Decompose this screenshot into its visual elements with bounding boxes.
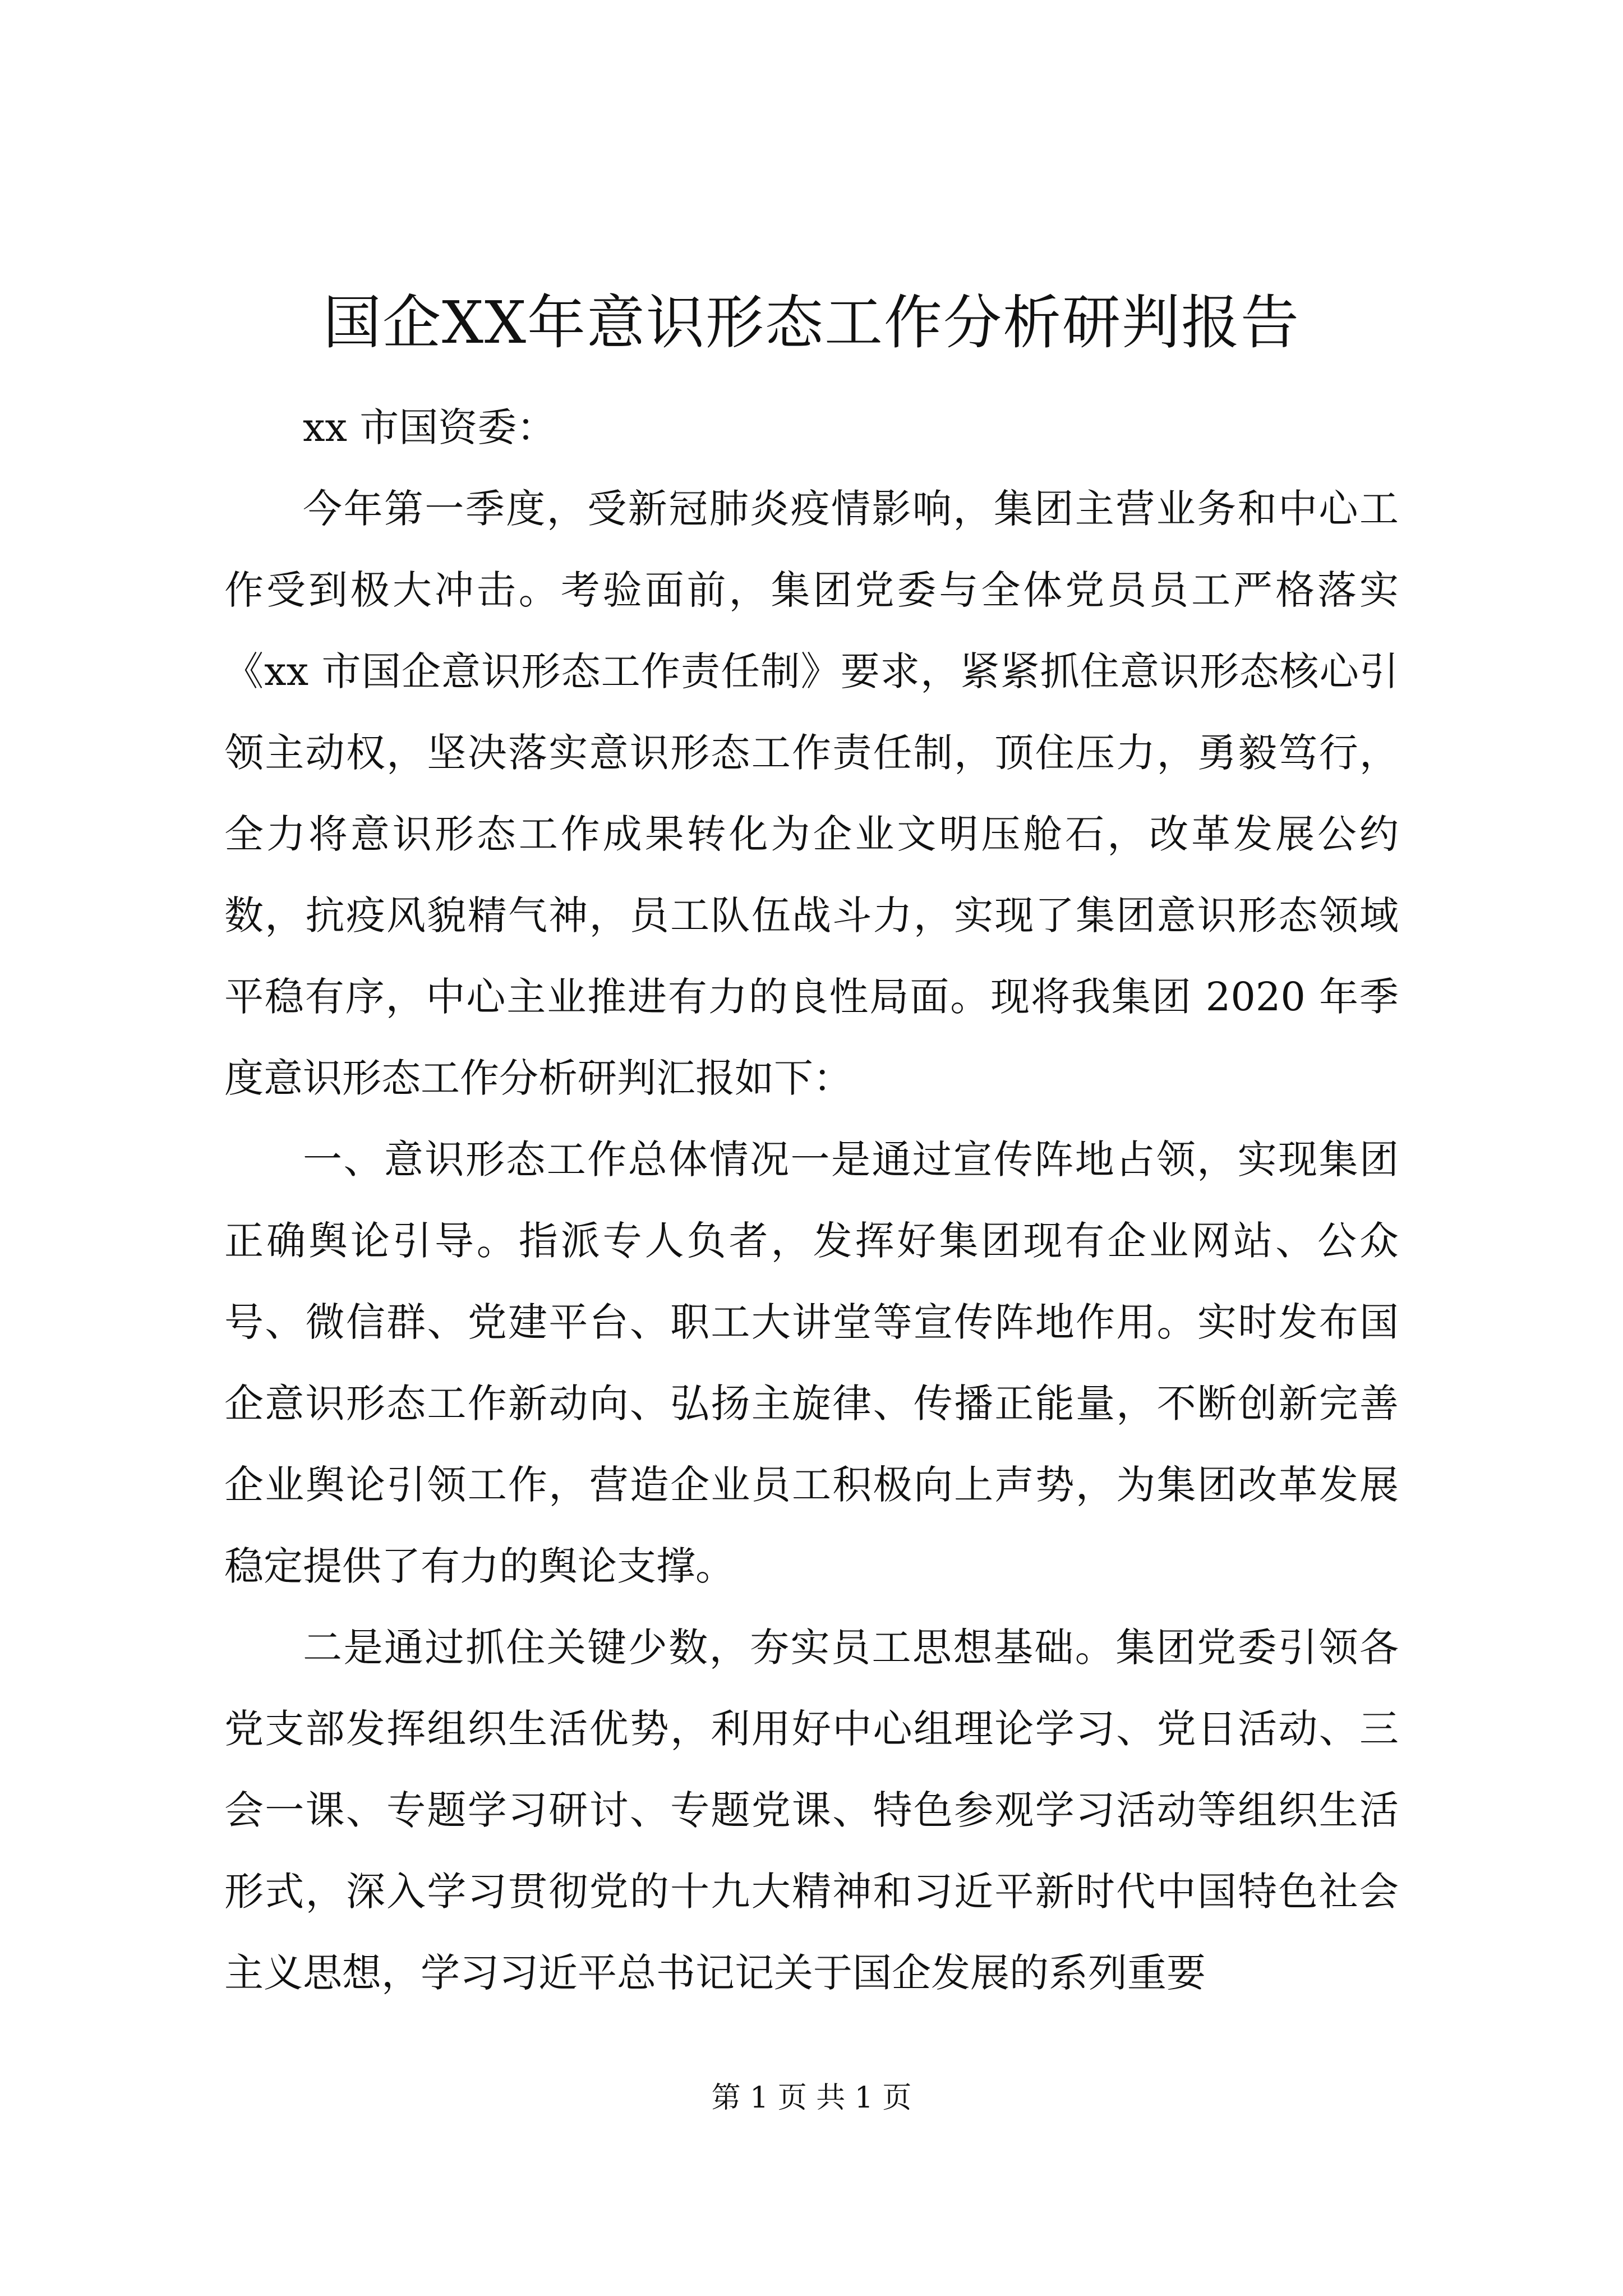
- paragraph-point-two: 二是通过抓住关键少数，夯实员工思想基础。集团党委引领各党支部发挥组织生活优势，利用好中心组理论学习、党日活动、三会一课、专题学习研讨、专题党课、特色参观学习活动等组织生活形式，深入学习贯彻党的十九大精神和习近平新时代中国特色社会主义思想，学习习近平总书记记关于国企发展的系列重要: [224, 1625, 1399, 1996]
- salutation: xx 市国资委：: [303, 404, 556, 450]
- paragraph-intro: 今年第一季度，受新冠肺炎疫情影响，集团主营业务和中心工作受到极大冲击。考验面前，集团党委与全体党员员工严格落实《xx 市国企意识形态工作责任制》要求，紧紧抓住意识形态核心引领主动权，坚决落实意识形态工作责任制，顶住压力，勇毅笃行，全力将意识形态工作成果转化为企业文明压舱石，改革发展公约数，抗疫风貌精气神，员工队伍战斗力，实现了集团意识形态领域平稳有序，中心主业推进有力的良性局面。现将我集团 2020 年季度意识形态工作分析研判汇报如下：: [224, 486, 1399, 1101]
- page-footer: 第 1 页 共 1 页: [711, 2081, 912, 2115]
- document-body: [224, 387, 1399, 2014]
- document-title: 国企XX年意识形态工作分析研判报告: [322, 288, 1301, 357]
- paragraph-section-one: 一、意识形态工作总体情况一是通过宣传阵地占领，实现集团正确舆论引导。指派专人负者，发挥好集团现有企业网站、公众号、微信群、党建平台、职工大讲堂等宣传阵地作用。实时发布国企意识形态工作新动向、弘扬主旋律、传播正能量，不断创新完善企业舆论引领工作，营造企业员工积极向上声势，为集团改革发展稳定提供了有力的舆论支撑。: [224, 1137, 1399, 1589]
